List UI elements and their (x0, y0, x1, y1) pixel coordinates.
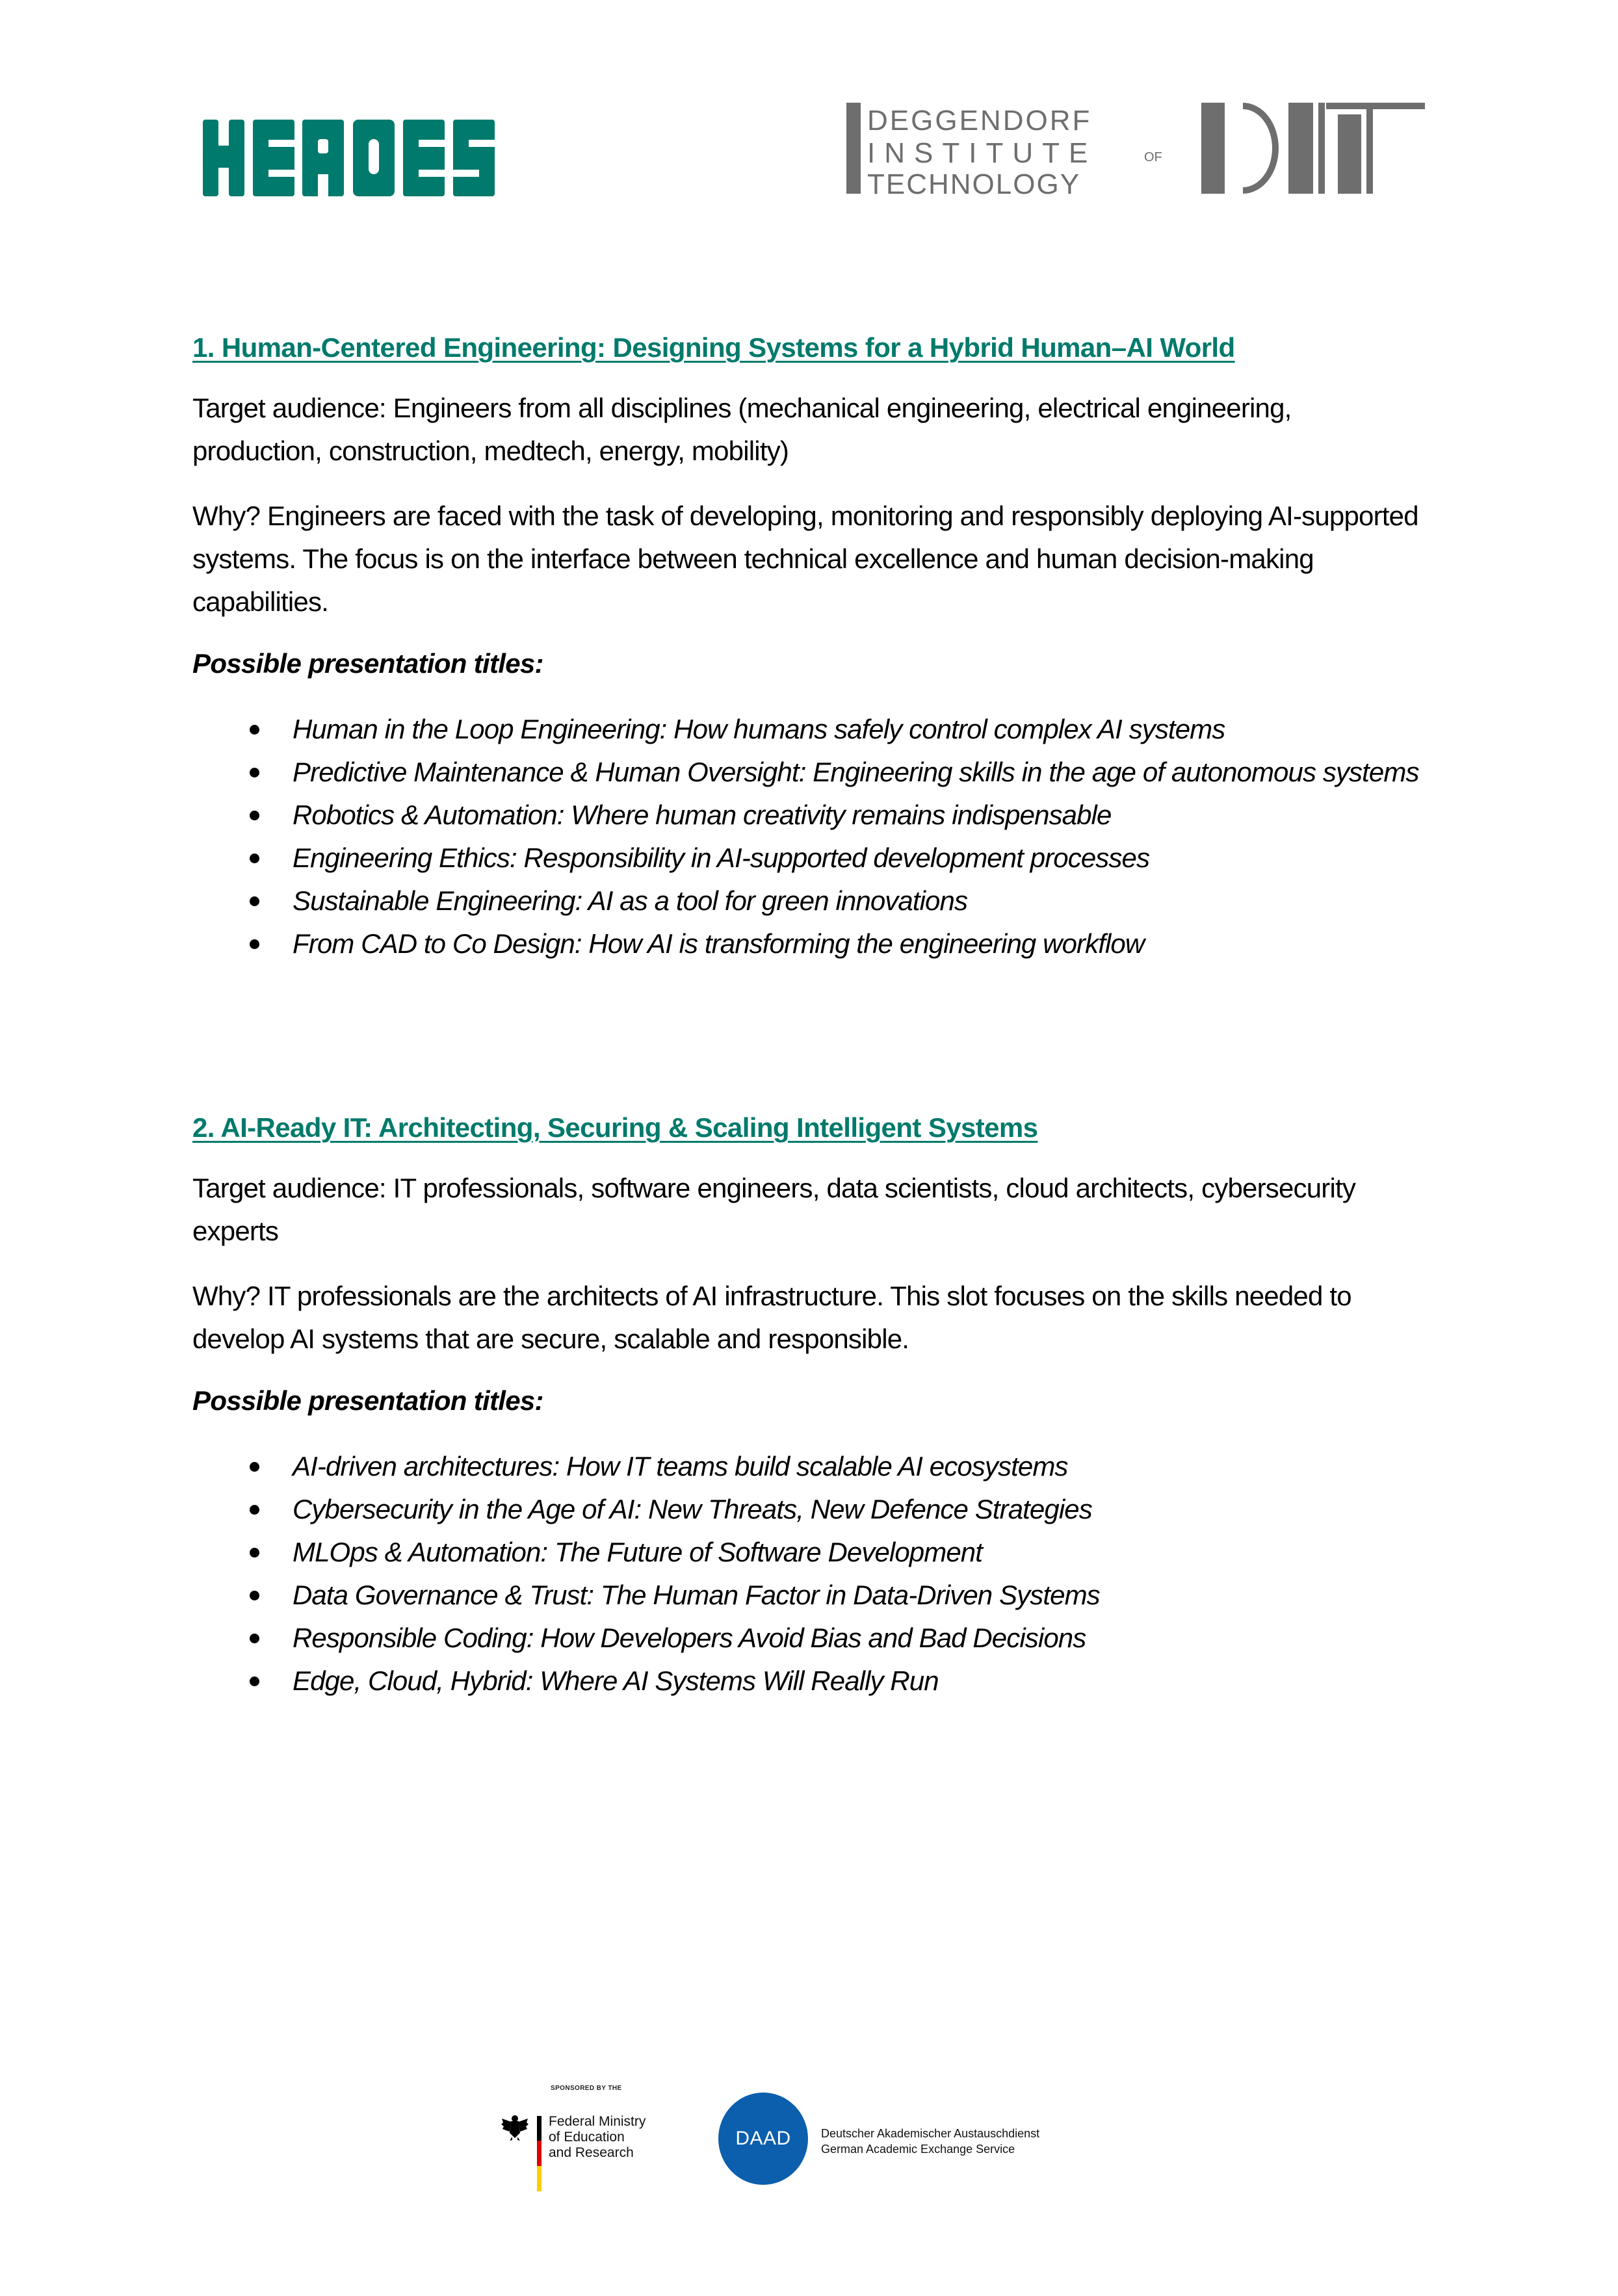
list-item: Cybersecurity in the Age of AI: New Threats, New Defence Strategies (192, 1488, 1437, 1531)
german-flag-bar (537, 2116, 542, 2191)
svg-text:OF: OF (1144, 150, 1162, 164)
bullet-icon (250, 1676, 259, 1686)
dit-logo (839, 96, 1437, 198)
list-item: AI-driven architectures: How IT teams build scalable AI ecosystems (192, 1445, 1437, 1488)
section-2 (192, 1108, 1428, 1702)
list-item: Human in the Loop Engineering: How humans safely control complex AI systems (192, 708, 1437, 751)
bullet-icon (250, 811, 259, 820)
list-item: MLOps & Automation: The Future of Software Development (192, 1531, 1437, 1574)
bullet-icon (250, 1591, 259, 1600)
bullet-icon (250, 725, 259, 735)
list-item: From CAD to Co Design: How AI is transforming the engineering workflow (192, 922, 1437, 965)
section-2-why: Why? IT professionals are the architects of AI infrastructure. This slot focuses on the skills needed to develop AI systems that are secure, scalable and responsible. (192, 1281, 1351, 1354)
section-1-title-list (192, 708, 1428, 965)
heroes-logo-icon (203, 120, 571, 196)
list-item: Data Governance & Trust: The Human Factor in Data-Driven Systems (192, 1574, 1437, 1617)
list-item: Engineering Ethics: Responsibility in AI-supported development processes (192, 837, 1437, 880)
bullet-icon (250, 1548, 259, 1558)
list-item: Predictive Maintenance & Human Oversight: Engineering skills in the age of autonomous systems (192, 751, 1437, 794)
section-1-why: Why? Engineers are faced with the task of developing, monitoring and responsibly deploying AI-supported systems. The focus is on the interface between technical excellence and human decision-making capabilities. (192, 501, 1418, 617)
section-2-title[interactable]: 2. AI-Ready IT: Architecting, Securing & Scaling Intelligent Systems (192, 1112, 1038, 1143)
list-item: Responsible Coding: How Developers Avoid Bias and Bad Decisions (192, 1617, 1437, 1660)
bullet-icon (250, 1462, 259, 1472)
list-item: Sustainable Engineering: AI as a tool for green innovations (192, 880, 1437, 922)
section-2-title-list (192, 1445, 1428, 1702)
sponsored-by-label: SPONSORED BY THE (551, 2085, 622, 2092)
bullet-icon (250, 896, 259, 906)
svg-text:TECHNOLOGY: TECHNOLOGY (867, 168, 1081, 198)
section-1 (192, 328, 1428, 965)
section-1-subheading: Possible presentation titles: (192, 648, 543, 679)
daad-logo-badge: DAAD (718, 2093, 808, 2185)
section-2-subheading: Possible presentation titles: (192, 1385, 543, 1416)
federal-eagle-icon (501, 2113, 529, 2142)
bullet-icon (250, 1505, 259, 1515)
list-item: Edge, Cloud, Hybrid: Where AI Systems Will Really Run (192, 1660, 1437, 1702)
dit-logo-icon (839, 96, 1437, 198)
section-2-audience: Target audience: IT professionals, software engineers, data scientists, cloud architects, cybersecurity experts (192, 1173, 1356, 1246)
section-1-title[interactable]: 1. Human-Centered Engineering: Designing Systems for a Hybrid Human–AI World (192, 332, 1235, 363)
bmbf-name: Federal Ministry of Education and Research (549, 2114, 646, 2160)
section-1-audience: Target audience: Engineers from all disciplines (mechanical engineering, electrical engineering, production, construction, medtech, energy, mobility) (192, 393, 1292, 466)
bullet-icon (250, 854, 259, 863)
daad-name: Deutscher Akademischer Austauschdienst German Academic Exchange Service (821, 2127, 1040, 2156)
bullet-icon (250, 939, 259, 949)
heroes-logo (203, 120, 571, 196)
bullet-icon (250, 768, 259, 777)
list-item: Robotics & Automation: Where human creativity remains indispensable (192, 794, 1437, 837)
svg-text:DEGGENDORF: DEGGENDORF (867, 105, 1092, 137)
bullet-icon (250, 1634, 259, 1643)
svg-text:INSTITUTE: INSTITUTE (867, 137, 1097, 169)
